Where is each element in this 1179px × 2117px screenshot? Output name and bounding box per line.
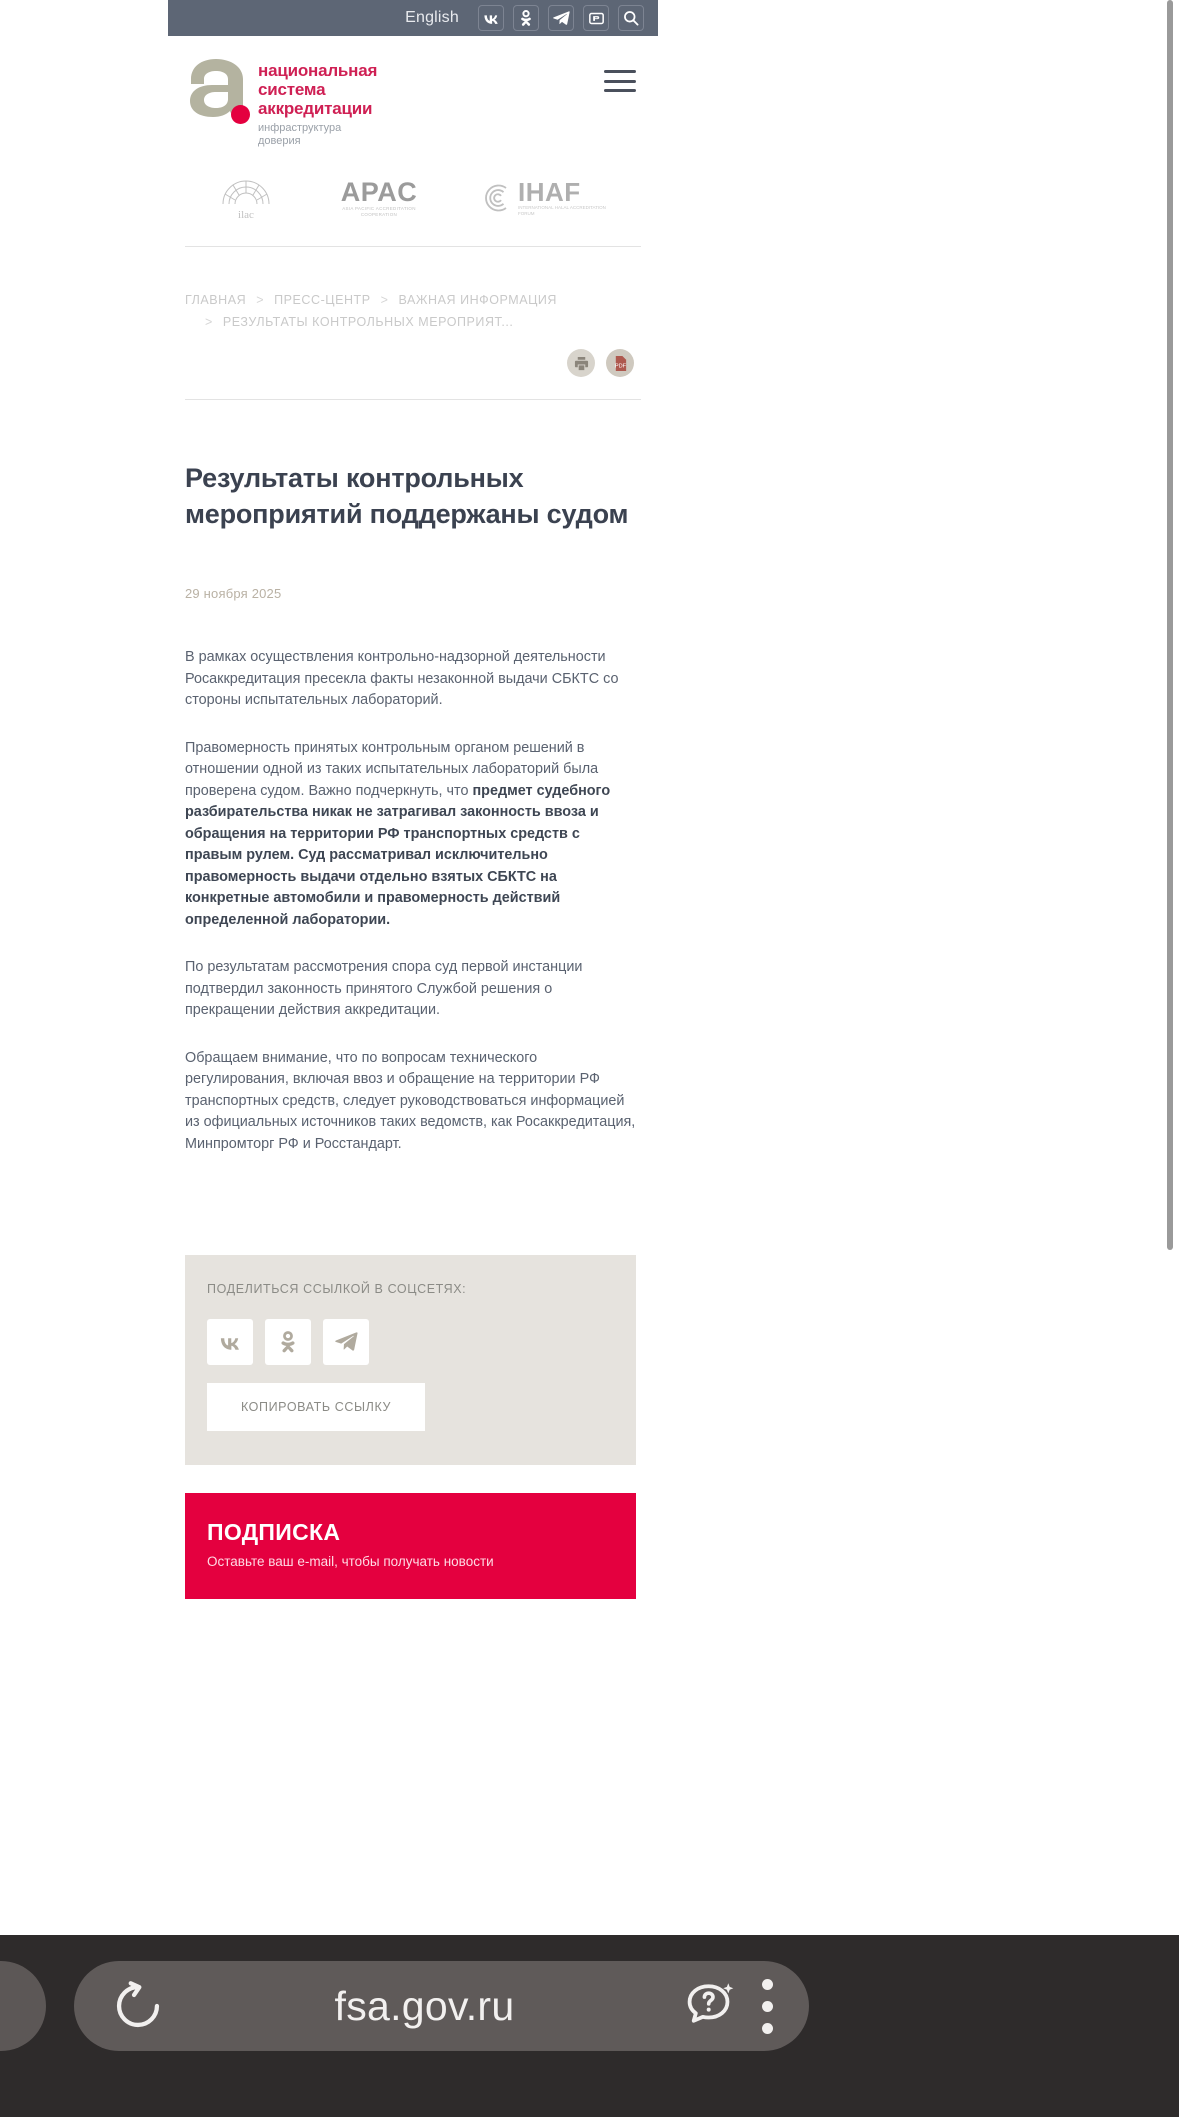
chrome-left-cap: [0, 1961, 46, 2051]
telegram-icon[interactable]: [548, 5, 574, 31]
article-paragraph-1: В рамках осуществления контрольно-надзорной деятельности Росаккредитация пресекла факты незаконной выдачи СБКТС со стороны испытательных лабораторий.: [185, 649, 619, 708]
browser-address-bar[interactable]: [74, 1961, 809, 2051]
burger-line: [604, 70, 636, 73]
svg-text:PDF: PDF: [614, 362, 626, 369]
breadcrumb-separator: >: [205, 315, 213, 329]
url-text[interactable]: fsa.gov.ru: [334, 1982, 515, 2029]
page-scrollbar[interactable]: [1167, 0, 1173, 1250]
paragraph-2-plain: Правомерность принятых контрольным органом решений в отношении одной из таких испытательных лабораторий была проверена судом. Важно подчеркнуть, что: [185, 739, 599, 799]
print-button[interactable]: [567, 349, 595, 377]
article-actions: [168, 333, 658, 377]
breadcrumb-item-press-center[interactable]: ПРЕСС-ЦЕНТР: [274, 293, 371, 307]
logo-line-2: система: [258, 80, 326, 99]
breadcrumb-separator: >: [380, 293, 389, 307]
browser-chrome: [0, 1935, 1179, 2117]
logo-mark-icon[interactable]: [185, 58, 247, 126]
logo-tagline-1: инфраструктура: [258, 122, 342, 134]
share-title: ПОДЕЛИТЬСЯ ССЫЛКОЙ В СОЦСЕТЯХ:: [207, 1282, 467, 1296]
share-telegram-icon[interactable]: [323, 1319, 369, 1365]
accreditation-badges: [168, 148, 658, 246]
kebab-dot: [762, 2023, 773, 2034]
site-header: [168, 36, 658, 148]
copy-link-button[interactable]: КОПИРОВАТЬ ССЫЛКУ: [207, 1383, 425, 1431]
svg-text:ilac: ilac: [238, 209, 255, 221]
burger-line: [604, 80, 636, 83]
vk-icon[interactable]: [478, 5, 504, 31]
page-right-margin: [658, 0, 1179, 1935]
article-body: [185, 647, 636, 1155]
logo-wordmark[interactable]: [258, 58, 377, 148]
subscribe-subtitle: Оставьте ваш e-mail, чтобы получать новости: [207, 1554, 494, 1569]
ai-assistant-icon[interactable]: [683, 1978, 739, 2034]
logo-line-1: национальная: [258, 61, 378, 80]
logo-tagline-2: доверия: [258, 135, 301, 147]
logo-line-3: аккредитации: [258, 99, 373, 118]
top-utility-bar: [168, 0, 658, 36]
page-title: Результаты контрольных мероприятий поддержаны судом: [185, 463, 629, 529]
apac-wordmark: APAC: [340, 176, 418, 207]
share-vk-icon[interactable]: [207, 1319, 253, 1365]
subscribe-block: [185, 1493, 636, 1599]
apac-subtitle: ASIA PACIFIC ACCREDITATION COOPERATION: [342, 205, 416, 217]
article: [168, 400, 658, 1155]
reload-icon[interactable]: [110, 1978, 166, 2034]
pdf-button[interactable]: [606, 349, 634, 377]
publish-date: 29 ноября 2025: [185, 586, 282, 601]
ihaf-badge[interactable]: [481, 174, 611, 222]
share-ok-icon[interactable]: [265, 1319, 311, 1365]
kebab-dot: [762, 2001, 773, 2012]
kebab-dot: [762, 1979, 773, 1990]
ihaf-subtitle: INTERNATIONAL HALAL ACCREDITATION FORUM: [517, 205, 606, 216]
ihaf-wordmark: IHAF: [517, 177, 581, 207]
language-switch[interactable]: English: [405, 9, 459, 26]
rutube-icon[interactable]: [583, 5, 609, 31]
article-paragraph-3: По результатам рассмотрения спора суд первой инстанции подтвердил законность принятого Службой решения о прекращении действия аккредитации.: [185, 959, 583, 1018]
browser-menu-button[interactable]: [761, 1979, 773, 2034]
breadcrumb-item-important-info[interactable]: ВАЖНАЯ ИНФОРМАЦИЯ: [398, 293, 558, 307]
menu-button[interactable]: [604, 70, 636, 92]
breadcrumb-separator: >: [256, 293, 265, 307]
paragraph-2-emphasis: предмет судебного разбирательства никак не затрагивал законность ввоза и обращения на территории РФ транспортных средств с правым рулем. Суд рассматривал исключительно правомерность выдачи отдельно взятых СБКТС на конкретные автомобили и правомерность действий определенной лаборатории.: [185, 782, 611, 928]
apac-badge[interactable]: [324, 175, 434, 221]
breadcrumb-item-home[interactable]: ГЛАВНАЯ: [185, 293, 247, 307]
site-container: [168, 0, 658, 1935]
article-paragraph-2: [185, 738, 636, 932]
burger-line: [604, 89, 636, 92]
share-icon-row: [207, 1319, 614, 1365]
share-block: [185, 1255, 636, 1465]
breadcrumb-item-current[interactable]: РЕЗУЛЬТАТЫ КОНТРОЛЬНЫХ МЕРОПРИЯТ...: [222, 315, 514, 329]
subscribe-title: ПОДПИСКА: [207, 1519, 341, 1545]
ilac-badge[interactable]: [215, 170, 277, 226]
article-paragraph-4: Обращаем внимание, что по вопросам технического регулирования, включая ввоз и обращение на территории РФ транспортных средств, следует руководствоваться информацией из официальных источников таких ведомств, как Росаккредитация, Минпромторг РФ и Росстандарт.: [185, 1049, 636, 1152]
search-icon[interactable]: [618, 5, 644, 31]
breadcrumb: [168, 247, 658, 333]
ok-icon[interactable]: [513, 5, 539, 31]
page-left-margin: [0, 0, 168, 1935]
logo-dot-icon: [231, 105, 250, 124]
